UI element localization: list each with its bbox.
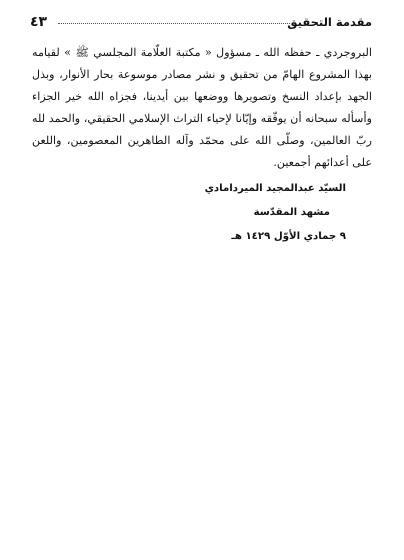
signature-block: [205, 177, 346, 249]
signature-place: مشهد المقدّسة: [253, 207, 330, 218]
header-dotted-leader: [58, 23, 290, 24]
page-number: ٤٣: [30, 14, 48, 30]
running-header: [30, 12, 372, 34]
signature-date: ٩ جمادي الأوّل ١٤٢٩ هـ: [231, 231, 346, 242]
body-text: [32, 42, 372, 174]
signature-name: السيّد عبدالمجيد الميردامادي: [204, 183, 346, 194]
chapter-title: مقدمة التحقيق: [287, 15, 372, 29]
paragraph: البروجردي ـ حفظه الله ـ مسؤول « مكتبة العلّامة المجلسي ﷺ » لقيامه بهذا المشروع الهامّ من تحقيق و نشر مصادر موسوعة بحار الأنوار، وبذل الجهد بإعداد النسخ وتصويرها ووضعها بين أيدينا، فجزاه الله خير الجزاء وأسأله سبحانه أن يوفّقه وإيّانا لإحياء التراث الإسلامي الحقيقي، والحمد لله ربّ العالمين، وصلّى الله على محمّد وآله الطاهرين المعصومين، واللعن على أعدائهم أجمعين.: [32, 46, 372, 169]
